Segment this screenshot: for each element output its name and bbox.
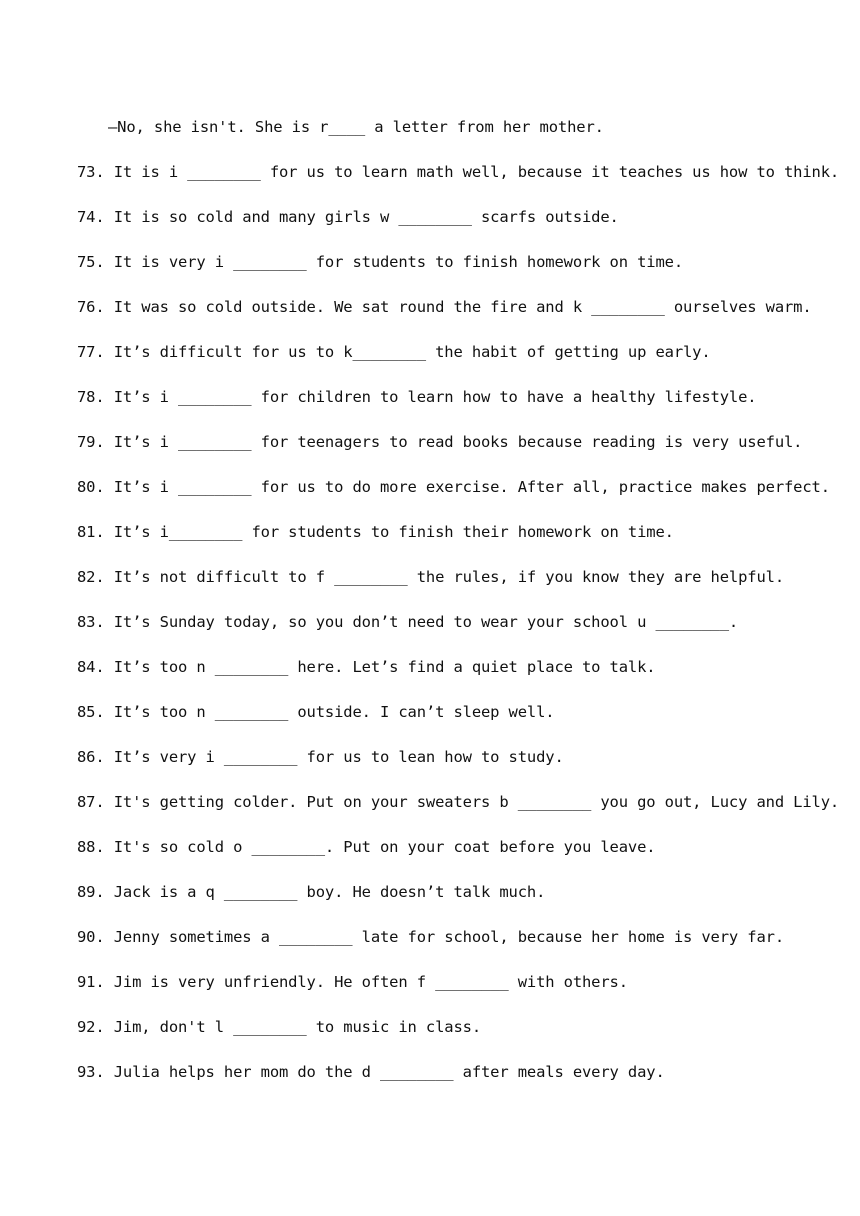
exercise-line: 74. It is so cold and many girls w ________ scarfs outside. [77, 208, 619, 226]
exercise-line: 84. It’s too n ________ here. Let’s find a quiet place to talk. [77, 658, 656, 676]
exercise-list [77, 115, 847, 1105]
exercise-line: 75. It is very i ________ for students to finish homework on time. [77, 253, 683, 271]
exercise-line: 76. It was so cold outside. We sat round the fire and k ________ ourselves warm. [77, 298, 812, 316]
exercise-line: 86. It’s very i ________ for us to lean how to study. [77, 748, 564, 766]
exercise-line: 81. It’s i________ for students to finish their homework on time. [77, 523, 674, 541]
exercise-line: —No, she isn't. She is r____ a letter from her mother. [108, 118, 604, 136]
exercise-line: 83. It’s Sunday today, so you don’t need to wear your school u ________. [77, 613, 739, 631]
exercise-line: 80. It’s i ________ for us to do more exercise. After all, practice makes perfect. [77, 478, 830, 496]
exercise-line: 82. It’s not difficult to f ________ the rules, if you know they are helpful. [77, 568, 784, 586]
exercise-line: 88. It's so cold o ________. Put on your coat before you leave. [77, 838, 656, 856]
exercise-line: 90. Jenny sometimes a ________ late for school, because her home is very far. [77, 928, 784, 946]
exercise-line: 73. It is i ________ for us to learn math well, because it teaches us how to think. [77, 163, 840, 181]
exercise-line: 92. Jim, don't l ________ to music in class. [77, 1018, 481, 1036]
exercise-line: 77. It’s difficult for us to k________ the habit of getting up early. [77, 343, 711, 361]
exercise-line: 93. Julia helps her mom do the d ________ after meals every day. [77, 1063, 665, 1081]
exercise-line: 91. Jim is very unfriendly. He often f ________ with others. [77, 973, 628, 991]
exercise-line: 79. It’s i ________ for teenagers to read books because reading is very useful. [77, 433, 803, 451]
exercise-line: 78. It’s i ________ for children to learn how to have a healthy lifestyle. [77, 388, 757, 406]
exercise-line: 87. It's getting colder. Put on your sweaters b ________ you go out, Lucy and Lily. [77, 793, 840, 811]
exercise-line: 89. Jack is a q ________ boy. He doesn’t talk much. [77, 883, 546, 901]
exercise-line: 85. It’s too n ________ outside. I can’t sleep well. [77, 703, 555, 721]
